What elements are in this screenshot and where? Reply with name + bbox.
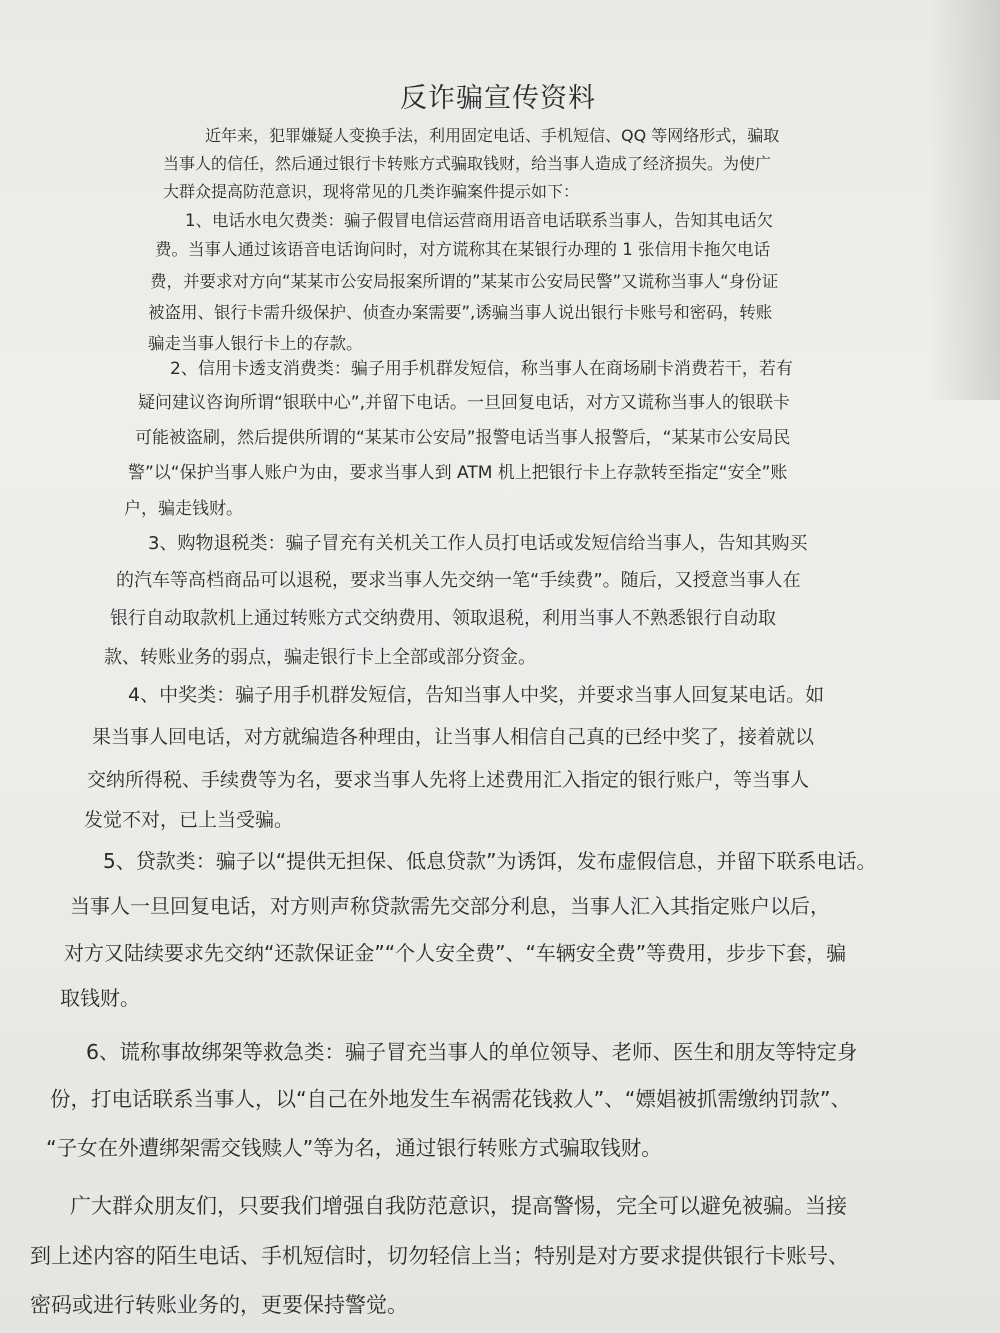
page-shadow [930,0,1000,400]
section-line: 的汽车等高档商品可以退税，要求当事人先交纳一笔“手续费”。随后，又授意当事人在 [116,570,801,591]
section-line: 果当事人回电话，对方就编造各种理由，让当事人相信自己真的已经中奖了，接着就以 [92,726,815,748]
section-line: 户，骗走钱财。 [124,499,243,519]
section-line: 疑问建议咨询所谓“银联中心”,并留下电话。一旦回复电话，对方又谎称当事人的银联卡 [138,393,791,413]
section-line: 3、购物退税类：骗子冒充有关机关工作人员打电话或发短信给当事人，告知其购买 [148,533,808,554]
page-title: 反诈骗宣传资料 [400,83,596,114]
section-line: 款、转账业务的弱点，骗走银行卡上全部或部分资金。 [104,647,536,668]
section-line: 当事人一旦回复电话，对方则声称贷款需先交部分利息，当事人汇入其指定账户以后， [70,894,830,918]
section-line: 5、贷款类：骗子以“提供无担保、低息贷款”为诱饵，发布虚假信息，并留下联系电话。 [103,849,877,873]
section-line: 银行自动取款机上通过转账方式交纳费用、领取退税，利用当事人不熟悉银行自动取 [110,608,776,629]
section-line: 发觉不对，已上当受骗。 [84,809,294,831]
section-line: 份，打电话联系当事人，以“自己在外地发生车祸需花钱救人”、“嫖娼被抓需缴纳罚款”、 [50,1087,851,1111]
section-line: 对方又陆续要求先交纳“还款保证金”“个人安全费”、“车辆安全费”等费用，步步下套，骗 [64,941,847,965]
section-line: 4、中奖类：骗子用手机群发短信，告知当事人中奖，并要求当事人回复某电话。如 [128,684,825,706]
intro-line: 近年来，犯罪嫌疑人变换手法，利用固定电话、手机短信、QQ 等网络形式，骗取 [205,126,780,145]
intro-line: 大群众提高防范意识，现将常见的几类诈骗案件提示如下： [163,182,580,201]
intro-line: 当事人的信任，然后通过银行卡转账方式骗取钱财，给当事人造成了经济损失。为使广 [163,154,772,173]
section-line: 交纳所得税、手续费等为名，要求当事人先将上述费用汇入指定的银行账户，等当事人 [87,769,810,791]
section-line: 2、信用卡透支消费类：骗子用手机群发短信，称当事人在商场刷卡消费若干，若有 [170,359,793,379]
section-line: 费，并要求对方向“某某市公安局报案所谓的”某某市公安局民警”又谎称当事人“身份证 [150,272,779,291]
section-line: “子女在外遭绑架需交钱赎人”等为名，通过银行转账方式骗取钱财。 [46,1136,662,1160]
section-line: 被盗用、银行卡需升级保护、侦查办案需要”,诱骗当事人说出银行卡账号和密码，转账 [148,303,773,322]
section-line: 6、谎称事故绑架等救急类：骗子冒充当事人的单位领导、老师、医生和朋友等特定身 [86,1040,858,1064]
section-line: 1、电话水电欠费类：骗子假冒电信运营商用语音电话联系当事人，告知其电话欠 [185,211,773,230]
section-line: 警”以“保护当事人账户为由，要求当事人到 ATM 机上把银行卡上存款转至指定“安全”账 [128,463,788,483]
closing-line: 广大群众朋友们，只要我们增强自我防范意识，提高警惕，完全可以避免被骗。当接 [70,1194,847,1218]
section-line: 费。当事人通过该语音电话询问时，对方谎称其在某银行办理的 1 张信用卡拖欠电话 [155,240,770,259]
closing-line: 到上述内容的陌生电话、手机短信时，切勿轻信上当；特别是对方要求提供银行卡账号、 [30,1244,849,1268]
closing-line: 密码或进行转账业务的，更要保持警觉。 [30,1293,408,1317]
section-line: 可能被盗刷，然后提供所谓的“某某市公安局”报警电话当事人报警后，“某某市公安局民 [135,428,791,448]
section-line: 取钱财。 [60,986,140,1010]
section-line: 骗走当事人银行卡上的存款。 [148,334,363,353]
